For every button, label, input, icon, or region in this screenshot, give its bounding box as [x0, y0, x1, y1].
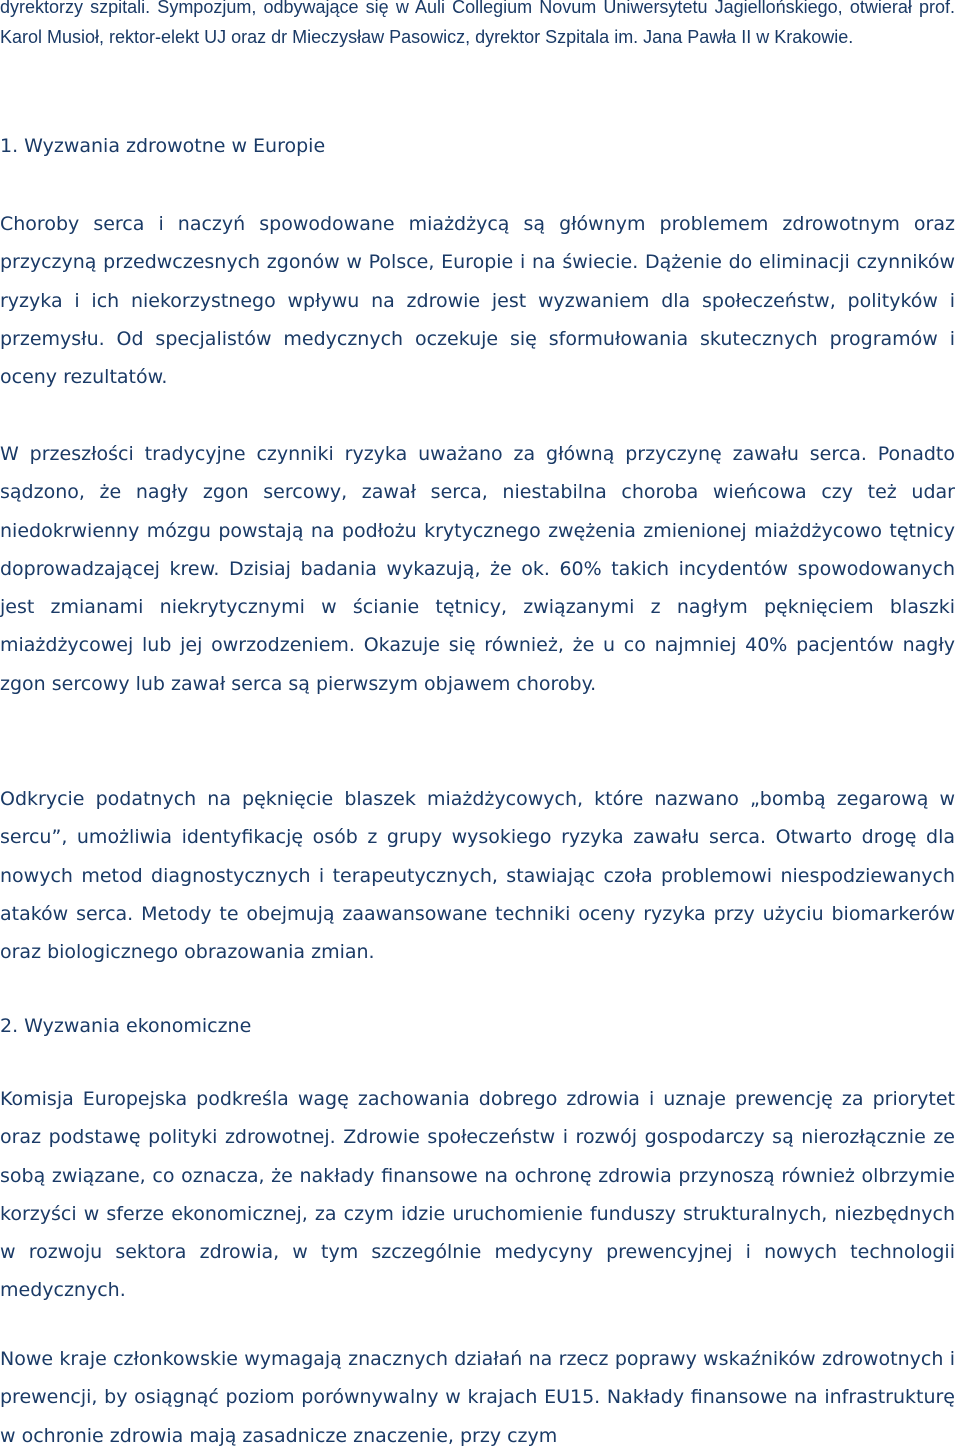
section-1-paragraph-2: W przeszłości tradycyjne czynniki ryzyka uważano za główną przyczynę zawału serca. Ponadto sądzono, że nagły zgon sercowy, zawał serca, niestabilna choroba wieńcowa czy też udar niedokrwienny mózgu powstają na podłożu krytycznego zwężenia zmienionej miażdżycowo tętnicy doprowadzającej krew. Dzisiaj badania wykazują, że ok. 60% takich incydentów spowodowanych jest zmianami niekrytycznymi w ścianie tętnicy, związanymi z nagłym pęknięciem blaszki miażdżycowej lub jej owrzodzeniem. Okazuje się również, że u co najmniej 40% pacjentów nagły zgon sercowy lub zawał serca są pierwszym objawem choroby.: [0, 443, 955, 695]
section-2-heading: 2. Wyzwania ekonomiczne: [0, 1015, 252, 1037]
section-1-paragraph-3: Odkrycie podatnych na pęknięcie blaszek miażdżycowych, które nazwano „bombą zegarową w sercu”, umożliwia identyfikację osób z grupy wysokiego ryzyka zawału serca. Otwarto drogę dla nowych metod diagnostycznych i terapeutycznych, stawiając czoła problemowi niespodziewanych ataków serca. Metody te obejmują zaawansowane techniki oceny ryzyka przy użyciu biomarkerów oraz biologicznego obrazowania zmian.: [0, 788, 955, 964]
section-1-paragraph-1: Choroby serca i naczyń spowodowane miażdżycą są głównym problemem zdrowotnym oraz przyczyną przedwczesnych zgonów w Polsce, Europie i na świecie. Dążenie do eliminacji czynników ryzyka i ich niekorzystnego wpływu na zdrowie jest wyzwaniem dla społeczeństw, polityków i przemysłu. Od specjalistów medycznych oczekuje się sformułowania skutecznych programów i oceny rezultatów.: [0, 213, 955, 389]
intro-paragraph: dyrektorzy szpitali. Sympozjum, odbywające się w Auli Collegium Novum Uniwersytetu Jagiellońskiego, otwierał prof. Karol Musioł, rektor-elekt UJ oraz dr Mieczysław Pasowicz, dyrektor Szpitala im. Jana Pawła II w Krakowie.: [0, 0, 955, 47]
section-1-heading: 1. Wyzwania zdrowotne w Europie: [0, 135, 326, 157]
section-2-paragraph-1: Komisja Europejska podkreśla wagę zachowania dobrego zdrowia i uznaje prewencję za priorytet oraz podstawę polityki zdrowotnej. Zdrowie społeczeństw i rozwój gospodarczy są nierozłącznie ze sobą związane, co oznacza, że nakłady finansowe na ochronę zdrowia przynoszą również olbrzymie korzyści w sferze ekonomicznej, za czym idzie uruchomienie funduszy strukturalnych, niezbędnych w rozwoju sektora zdrowia, w tym szczególnie medycyny prewencyjnej i nowych technologii medycznych.: [0, 1088, 955, 1302]
section-2-paragraph-2: Nowe kraje członkowskie wymagają znacznych działań na rzecz poprawy wskaźników zdrowotnych i prewencji, by osiągnąć poziom porównywalny w krajach EU15. Nakłady finansowe na infrastrukturę w ochronie zdrowia mają zasadnicze znaczenie, przy czym: [0, 1348, 955, 1447]
